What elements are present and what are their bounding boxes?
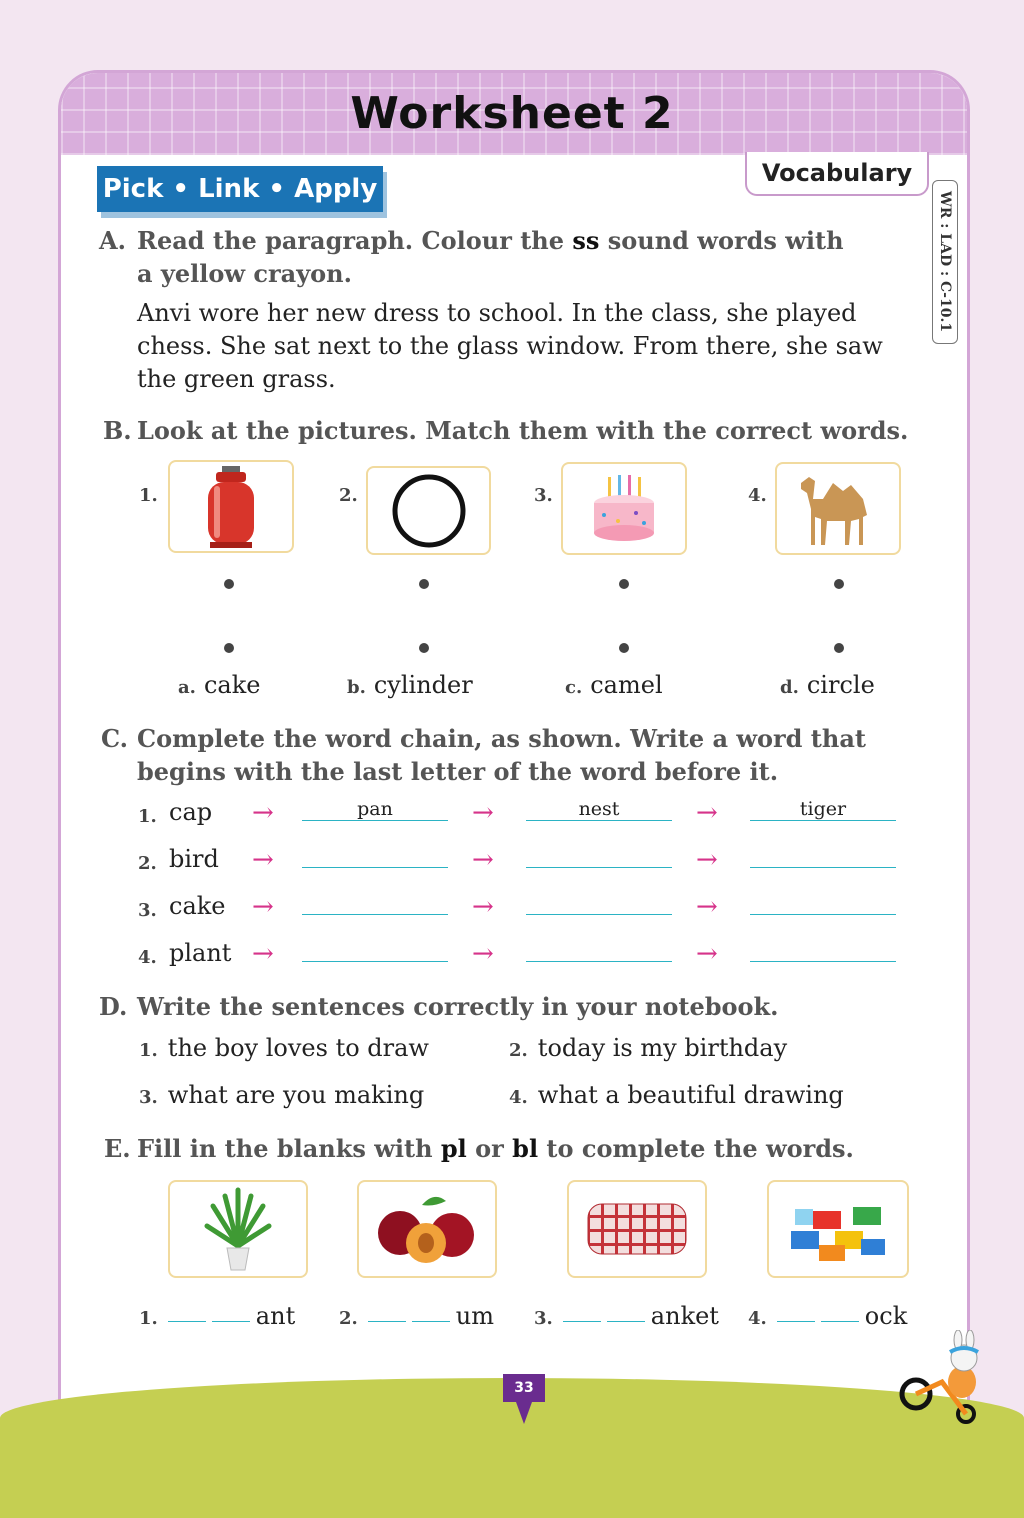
chain-arrow-icon: → — [472, 939, 494, 969]
chain-blank[interactable] — [302, 961, 448, 962]
sentence-item: 2. today is my birthday — [509, 1034, 788, 1062]
folded-blanket-icon — [582, 1196, 692, 1262]
section-a-paragraph: Anvi wore her new dress to school. In the class, she played chess. She sat next to the glass window. From there, she saw the green grass. — [137, 299, 883, 393]
fill-blank[interactable] — [563, 1321, 601, 1322]
word-chain-row: 1. cap → pan → nest → tiger — [138, 796, 918, 836]
match-dot-bottom[interactable] — [224, 643, 234, 653]
picture-box-circle — [366, 466, 491, 555]
chain-blank[interactable] — [750, 914, 896, 915]
chain-answer: nest — [578, 798, 620, 820]
skill-banner: Pick • Link • Apply — [97, 166, 383, 212]
fill-blank-item: 4. ock — [748, 1302, 908, 1330]
picture-box-blocks — [767, 1180, 909, 1278]
fill-blank[interactable] — [777, 1321, 815, 1322]
gas-cylinder-icon — [196, 464, 266, 550]
birthday-cake-icon — [584, 471, 664, 547]
match-dot-top[interactable] — [224, 579, 234, 589]
fill-blank-item: 3. anket — [534, 1302, 719, 1330]
picture-number: 4. — [748, 485, 767, 506]
chain-arrow-icon: → — [472, 845, 494, 875]
section-b-instruction: Look at the pictures. Match them with the correct words. — [137, 416, 909, 445]
picture-box-plums — [357, 1180, 497, 1278]
sentence-item: 3. what are you making — [139, 1081, 425, 1109]
sentence-item: 4. what a beautiful drawing — [509, 1081, 844, 1109]
ss-highlight: ss — [572, 226, 600, 255]
chain-blank[interactable] — [302, 914, 448, 915]
toy-blocks-icon — [783, 1191, 893, 1267]
chain-blank[interactable] — [750, 820, 896, 821]
chain-blank[interactable] — [526, 914, 672, 915]
chain-arrow-icon: → — [696, 798, 718, 828]
bunny-cyclist-icon — [898, 1330, 998, 1430]
chain-arrow-icon: → — [252, 939, 274, 969]
section-c-letter: C. — [101, 724, 129, 753]
word-chain-row: 4. plant → → → — [138, 937, 918, 977]
curriculum-code-text: WR : LAD : C-10.1 — [937, 191, 953, 333]
chain-arrow-icon: → — [472, 798, 494, 828]
picture-box-blanket — [567, 1180, 707, 1278]
worksheet-title: Worksheet 2 — [350, 88, 674, 139]
match-dot-top[interactable] — [419, 579, 429, 589]
page-number: 33 — [503, 1374, 545, 1402]
match-dot-top[interactable] — [619, 579, 629, 589]
match-dot-top[interactable] — [834, 579, 844, 589]
picture-box-cake — [561, 462, 687, 555]
section-d-instruction: Write the sentences correctly in your notebook. — [137, 992, 779, 1021]
section-c-instruction: Complete the word chain, as shown. Write a word that begins with the last letter of the word before it. — [137, 724, 866, 786]
chain-blank[interactable] — [526, 820, 672, 821]
chain-arrow-icon: → — [696, 939, 718, 969]
section-e-letter: E. — [104, 1134, 131, 1163]
fill-blank[interactable] — [412, 1321, 450, 1322]
chain-blank[interactable] — [302, 820, 448, 821]
sentence-item: 1. the boy loves to draw — [139, 1034, 429, 1062]
chain-answer: pan — [357, 798, 393, 820]
picture-number: 2. — [339, 485, 358, 506]
camel-icon — [793, 469, 883, 549]
section-a-instruction: Read the paragraph. Colour the ss sound words with a yellow crayon. — [137, 226, 844, 288]
chain-arrow-icon: → — [252, 798, 274, 828]
fill-blank-item: 1. ant — [139, 1302, 296, 1330]
plums-icon — [372, 1191, 482, 1267]
section-d-letter: D. — [99, 992, 128, 1021]
word-chain-row: 2. bird → → → — [138, 843, 918, 883]
fill-blank-item: 2. um — [339, 1302, 495, 1330]
fill-blank[interactable] — [368, 1321, 406, 1322]
circle-icon — [389, 471, 469, 551]
match-option: c. camel — [565, 671, 663, 699]
picture-number: 1. — [139, 485, 158, 506]
fill-blank[interactable] — [821, 1321, 859, 1322]
topic-tab: Vocabulary — [745, 152, 929, 196]
page-marker-icon — [516, 1402, 532, 1424]
chain-blank[interactable] — [750, 961, 896, 962]
picture-box-camel — [775, 462, 901, 555]
section-b-letter: B. — [103, 416, 132, 445]
match-option: d. circle — [780, 671, 875, 699]
match-dot-bottom[interactable] — [419, 643, 429, 653]
fill-blank[interactable] — [212, 1321, 250, 1322]
chain-arrow-icon: → — [252, 892, 274, 922]
match-dot-bottom[interactable] — [619, 643, 629, 653]
chain-blank[interactable] — [750, 867, 896, 868]
picture-box-plant — [168, 1180, 308, 1278]
section-a-letter: A. — [99, 226, 126, 255]
match-option: a. cake — [178, 671, 261, 699]
chain-arrow-icon: → — [252, 845, 274, 875]
potted-plant-icon — [203, 1186, 273, 1272]
chain-blank[interactable] — [526, 961, 672, 962]
match-dot-bottom[interactable] — [834, 643, 844, 653]
chain-arrow-icon: → — [472, 892, 494, 922]
section-e-instruction: Fill in the blanks with pl or bl to complete the words. — [137, 1134, 854, 1163]
picture-number: 3. — [534, 485, 553, 506]
fill-blank[interactable] — [607, 1321, 645, 1322]
match-option: b. cylinder — [347, 671, 473, 699]
picture-box-cylinder — [168, 460, 294, 553]
chain-blank[interactable] — [526, 867, 672, 868]
word-chain-row: 3. cake → → → — [138, 890, 918, 930]
chain-blank[interactable] — [302, 867, 448, 868]
curriculum-code — [932, 180, 958, 344]
fill-blank[interactable] — [168, 1321, 206, 1322]
chain-arrow-icon: → — [696, 845, 718, 875]
chain-answer: tiger — [799, 798, 847, 820]
chain-arrow-icon: → — [696, 892, 718, 922]
